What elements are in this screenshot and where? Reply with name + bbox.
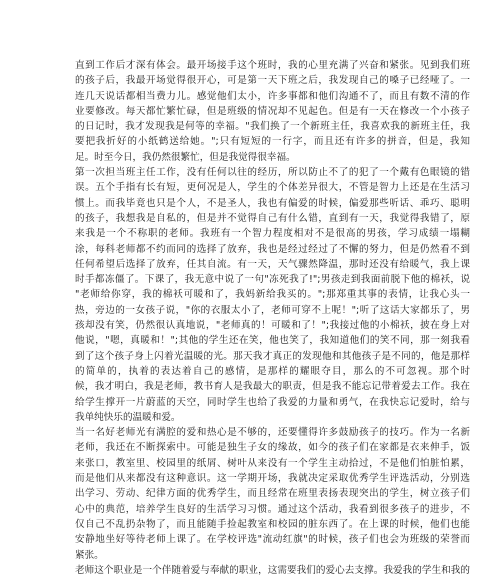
text-line: 来我是一个不称职的老师。我班有一个智力程度相对不是很高的男孩，学习成绩一塌糊 xyxy=(75,228,470,240)
document-body xyxy=(75,58,470,578)
text-line: 到了这个孩子身上闪着光温暖的光。那天我才真正的发现他和其他孩子是不同的，他是那样 xyxy=(75,350,470,362)
text-line: 孩却没有笑，仍然很认真地说，"老师真的！可暖和了！";我接过他的小棉袄，披在身上对 xyxy=(75,320,470,332)
text-line: 涂，每科老师都不约而同的选择了放弃，我也是经过经过了不懈的努力，但是仍然看不到 xyxy=(75,243,470,255)
text-line: 热，旁边的一女孩子说，"你的衣服太小了，老师可穿不上呢！";听了这话大家都乐了，男 xyxy=(75,304,470,316)
text-line: 业要修改。每天都忙繁忙碌，但是班级的情况却不见起色。但是有一天在修改一个小孩子 xyxy=(75,105,470,117)
text-line: 惯上。而我毕竟也只是个人，不是圣人，我也有偏爱的时候，偏爱那些听话、乖巧、聪明 xyxy=(75,197,470,209)
paragraph xyxy=(75,563,470,578)
text-line: 时手都冻僵了。下课了，我无意中说了一句"冻死我了!";男孩走到我面前脱下他的棉袄，说 xyxy=(75,274,470,286)
text-line: 出学习、劳动、纪律方面的优秀学生，而且经常在班里表扬表现突出的学生，树立孩子们 xyxy=(75,488,470,500)
text-line: 任何希望后选择了放弃，任其自流。有一天，天气骤然降温，那时还没有给暖气，我上课 xyxy=(75,258,470,270)
text-line: 安静地坐好等待老师上课了。在学校评选"流动红旗"的时候，孩子们也会为班级的荣誉而 xyxy=(75,534,470,546)
text-line: 第一次担当班主任工作，没有任何以往的经历，所以防止不了的犯了一个戴有色眼镜的错 xyxy=(75,167,470,179)
text-line: 足。时至今日，我仍然很繁忙，但是我觉得很幸福。 xyxy=(75,151,296,163)
text-line: "老师给你穿，我的棉袄可暖和了，我妈新给我买的。";那郑重其事的表情，让我心头一 xyxy=(75,289,470,301)
text-line: 误。五个手指有长有短，更何况是人，学生的个体差异很大，不管是智力上还是在生活习 xyxy=(75,182,470,194)
text-line: 给学生撑开一片蔚蓝的天空，同时学生也给了我爱的力量和勇气，在我快忘记爱时，给与 xyxy=(75,396,470,408)
paragraph xyxy=(75,425,470,563)
text-line: 老师，我还在不断探索中。可能是独生子女的缘故，如今的孩子们在家都是衣来伸手，饭 xyxy=(75,442,470,454)
text-line: 直到工作后才深有体会。最开场接手这个班时，我的心里充满了兴奋和紧张。见到我们班 xyxy=(75,60,470,71)
text-line: 的日记时，我才发现我是何等的幸福。"我们换了一个新班主任，我喜欢我的新班主任，我 xyxy=(75,121,470,133)
text-line: 我单纯快乐的温暖和爱。 xyxy=(75,411,181,423)
text-line: 他说，"嗯，真暖和！";其他的学生还在笑，他也笑了，我知道他们的笑不同，那一刻我看 xyxy=(75,335,470,347)
text-line: 当一名好老师光有满腔的爱和热心是不够的，还要懂得许多鼓励孩子的技巧。作为一名新 xyxy=(75,427,470,439)
text-line: 老师这个职业是一个伴随着爱与奉献的职业，这需要我们的爱心去支撑。我爱我的学生和我的 xyxy=(75,564,470,576)
text-line: 的孩子，我想我是自私的，但是并不觉得自己有什么错，直到有一天，我觉得我错了，原 xyxy=(75,212,470,224)
text-line: 而是他们从来都没有这种意识。这一学期开场，我就决定采取优秀学生评选活动，分别选 xyxy=(75,473,470,485)
text-line: 紧张。 xyxy=(75,549,104,561)
text-line: 来张口，教室里、校园里的纸屑、树叶从来没有一个学生主动拾过，不是他们怕脏怕累， xyxy=(75,457,470,469)
paragraph xyxy=(75,165,470,425)
text-line: 要把我折好的小纸鹤送给她。";只有短短的一行字，而且还有许多的拼音，但是，我知 xyxy=(75,136,470,148)
text-line: 的简单的，执着的表达着自己的感情，是那样的耀眼夺目，那么的不可忽视。那个时 xyxy=(75,365,470,377)
text-line: 候，我才明白，我是老师，教书育人是我最大的职责，但是我不能忘记带着爱去工作。我在 xyxy=(75,381,470,393)
text-line: 的孩子后，我最开场觉得很开心，可是第一天下班之后，我发现自己的嗓子已经哑了。一 xyxy=(75,75,470,87)
text-line: 连几天说话都相当费力儿。感觉他们太小，许多事都和他们沟通不了，而且有数不清的作 xyxy=(75,90,470,102)
text-line: 仅自己不乱扔杂物了，而且能随手捡起教室和校园的脏东西了。在上课的时候，他们也能 xyxy=(75,518,470,530)
text-line: 心中的典范，培养学生良好的生活学习习惯。通过这个活动，我看到很多孩子的进步，不 xyxy=(75,503,470,515)
paragraph xyxy=(75,58,470,165)
